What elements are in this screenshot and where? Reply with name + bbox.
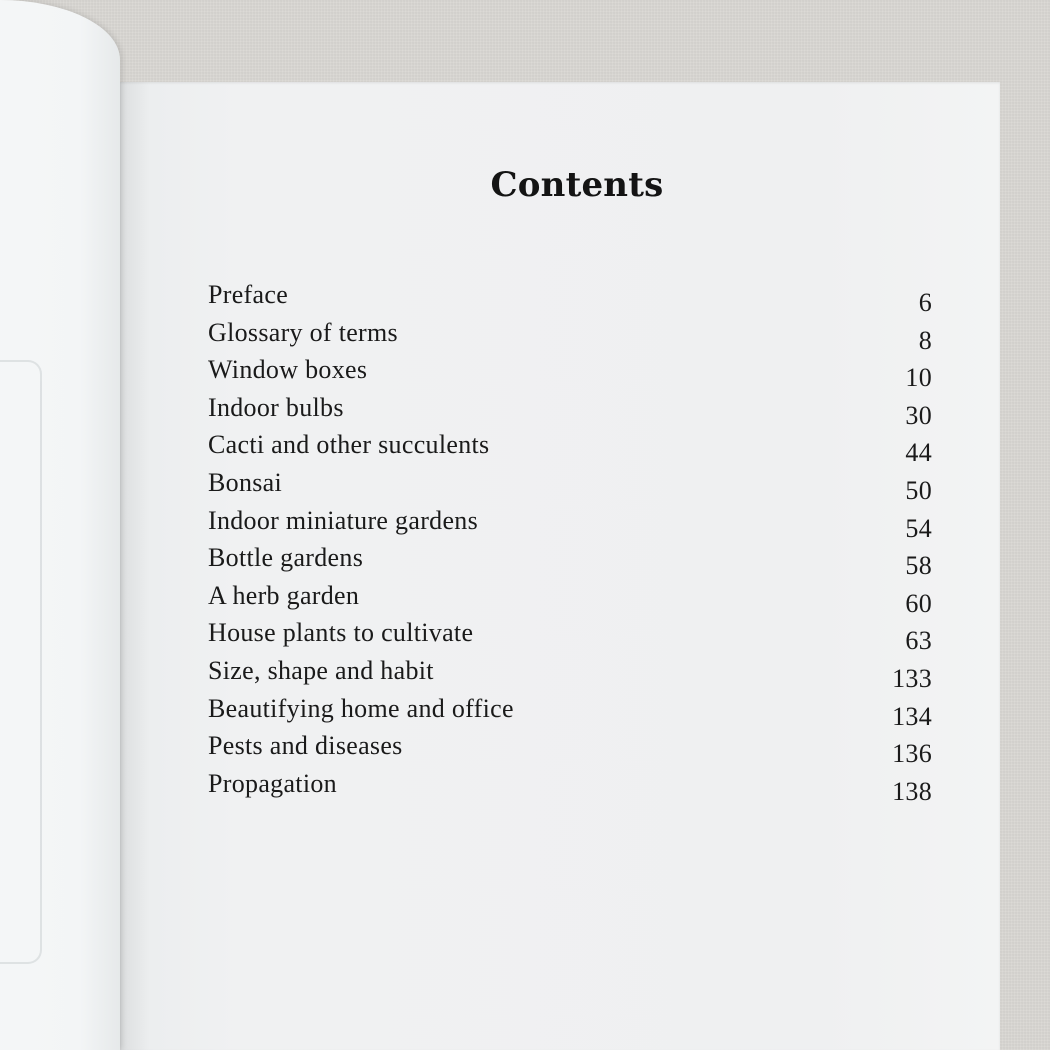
contents-heading: Contents (490, 165, 664, 205)
toc-entry (208, 579, 932, 617)
toc-entry-page: 134 (892, 701, 932, 731)
toc-entry-label: Bonsai (208, 467, 283, 497)
toc-entry-page: 138 (892, 776, 932, 806)
toc-entry-label: Preface (208, 280, 289, 309)
toc-entry-page: 133 (892, 663, 932, 693)
book-page-left (0, 0, 120, 1050)
toc-entry-label: A herb garden (208, 580, 360, 610)
toc-entry-label: Indoor bulbs (208, 392, 344, 422)
toc-entry (208, 428, 932, 466)
toc-entry-label: House plants to cultivate (208, 618, 474, 648)
toc-entry-label: Pests and diseases (208, 731, 403, 761)
toc-entry-page: 54 (905, 513, 932, 543)
toc-entry (208, 504, 932, 542)
toc-entry (208, 278, 932, 316)
toc-entry-label: Bottle gardens (208, 543, 364, 573)
toc-entry (208, 353, 932, 391)
toc-entry (208, 692, 932, 730)
toc-entry-page: 6 (918, 288, 932, 317)
toc-entry-label: Glossary of terms (208, 317, 398, 347)
toc-entry (208, 466, 932, 504)
toc-entry (208, 654, 932, 692)
toc-entry (208, 391, 932, 429)
toc-entry-label: Size, shape and habit (208, 655, 434, 685)
toc-entry-page: 58 (905, 551, 932, 581)
toc-entry (208, 316, 932, 354)
toc-entry-label: Cacti and other succulents (208, 430, 490, 460)
toc-entry-page: 10 (905, 363, 932, 393)
toc-entry-label: Propagation (208, 768, 337, 798)
toc-entry-page: 50 (905, 475, 932, 505)
toc-entry (208, 767, 932, 805)
toc-entry (208, 541, 932, 579)
toc-entry-page: 63 (905, 626, 932, 656)
left-page-frame (0, 360, 42, 964)
toc-entry-page: 44 (905, 438, 932, 468)
toc-entry-page: 136 (892, 739, 932, 769)
toc-entry (208, 729, 932, 767)
toc-entry-label: Beautifying home and office (208, 693, 514, 723)
toc-entry-page: 30 (905, 400, 932, 430)
toc-entry-label: Window boxes (208, 355, 368, 385)
toc-entry-page: 8 (918, 325, 932, 355)
toc-entry-label: Indoor miniature gardens (208, 505, 479, 535)
toc-entry-page: 60 (905, 588, 932, 618)
table-of-contents (208, 278, 932, 804)
toc-entry (208, 616, 932, 654)
